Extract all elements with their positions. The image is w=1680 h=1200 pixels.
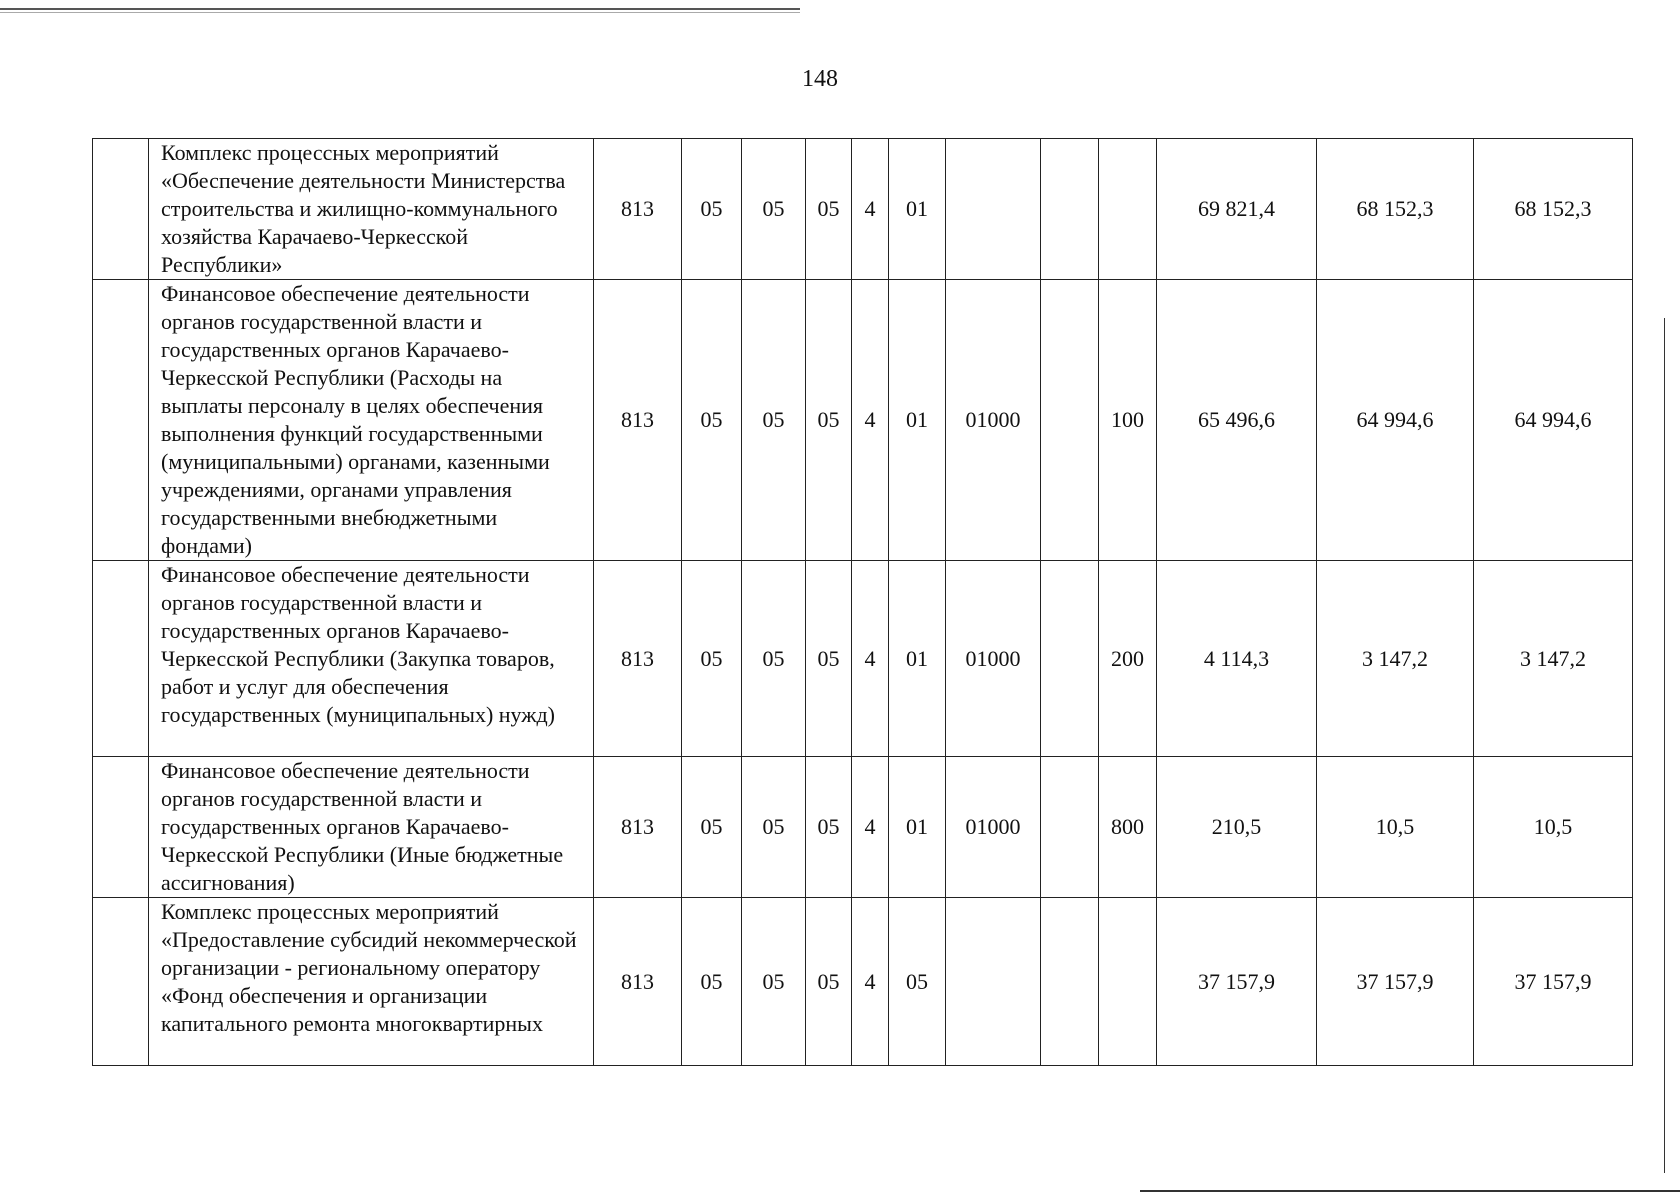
row-name-cell: Финансовое обеспечение деятельности органов государственной власти и государственных органов Карачаево-Черкесской Республики (Расходы на выплаты персоналу в целях обеспечения выполнения функций государственными (муниципальными) органами, казенными учреждениями, органами управления государственными внебюджетными фондами) <box>149 280 594 561</box>
expense-type-cell <box>1099 898 1157 1066</box>
scan-top-rule-secondary <box>0 12 800 13</box>
complex-code-cell: 01 <box>889 561 946 757</box>
page-number: 148 <box>802 66 838 92</box>
amount-year3-cell: 10,5 <box>1474 757 1633 898</box>
complex-code-cell: 01 <box>889 757 946 898</box>
amount-year1-cell: 210,5 <box>1157 757 1317 898</box>
ministry-code-cell: 813 <box>594 561 682 757</box>
direction-code-cell: 01000 <box>946 757 1041 898</box>
table-row <box>93 898 1633 1066</box>
row-number-cell <box>93 139 149 280</box>
row-name-cell: Комплекс процессных мероприятий «Обеспечение деятельности Министерства строительства и жилищно-коммунального хозяйства Карачаево-Черкесской Республики» <box>149 139 594 280</box>
scan-bottom-edge <box>1140 1190 1680 1192</box>
amount-year1-cell: 37 157,9 <box>1157 898 1317 1066</box>
complex-code-cell: 01 <box>889 139 946 280</box>
row-number-cell <box>93 280 149 561</box>
section-code-cell: 05 <box>682 561 742 757</box>
direction-code-cell: 01000 <box>946 561 1041 757</box>
amount-year3-cell: 64 994,6 <box>1474 280 1633 561</box>
ministry-code-cell: 813 <box>594 280 682 561</box>
section-code-cell: 05 <box>682 280 742 561</box>
extra-code-cell <box>1041 280 1099 561</box>
amount-year2-cell: 3 147,2 <box>1317 561 1474 757</box>
row-number-cell <box>93 561 149 757</box>
row-name-cell: Финансовое обеспечение деятельности органов государственной власти и государственных органов Карачаево-Черкесской Республики (Закупка товаров, работ и услуг для обеспечения государственных (муниципальных) нужд) <box>149 561 594 757</box>
amount-year3-cell: 3 147,2 <box>1474 561 1633 757</box>
program-code-cell: 05 <box>806 139 852 280</box>
row-number-cell <box>93 898 149 1066</box>
budget-table <box>92 138 1633 1066</box>
ministry-code-cell: 813 <box>594 757 682 898</box>
table-row <box>93 757 1633 898</box>
amount-year2-cell: 10,5 <box>1317 757 1474 898</box>
subprogram-type-cell: 4 <box>852 757 889 898</box>
subprogram-type-cell: 4 <box>852 280 889 561</box>
complex-code-cell: 05 <box>889 898 946 1066</box>
table-row <box>93 280 1633 561</box>
extra-code-cell <box>1041 898 1099 1066</box>
program-code-cell: 05 <box>806 561 852 757</box>
subprogram-type-cell: 4 <box>852 561 889 757</box>
row-number-cell <box>93 757 149 898</box>
amount-year3-cell: 68 152,3 <box>1474 139 1633 280</box>
section-code-cell: 05 <box>682 139 742 280</box>
expense-type-cell: 100 <box>1099 280 1157 561</box>
expense-type-cell <box>1099 139 1157 280</box>
table-row <box>93 561 1633 757</box>
scan-right-edge <box>1664 318 1665 1173</box>
direction-code-cell: 01000 <box>946 280 1041 561</box>
table-row <box>93 139 1633 280</box>
amount-year1-cell: 4 114,3 <box>1157 561 1317 757</box>
subsection-code-cell: 05 <box>742 280 806 561</box>
scan-top-rule <box>0 8 800 10</box>
expense-type-cell: 800 <box>1099 757 1157 898</box>
section-code-cell: 05 <box>682 898 742 1066</box>
subsection-code-cell: 05 <box>742 898 806 1066</box>
subprogram-type-cell: 4 <box>852 139 889 280</box>
subsection-code-cell: 05 <box>742 139 806 280</box>
ministry-code-cell: 813 <box>594 139 682 280</box>
direction-code-cell <box>946 898 1041 1066</box>
extra-code-cell <box>1041 757 1099 898</box>
amount-year2-cell: 68 152,3 <box>1317 139 1474 280</box>
amount-year1-cell: 65 496,6 <box>1157 280 1317 561</box>
subprogram-type-cell: 4 <box>852 898 889 1066</box>
program-code-cell: 05 <box>806 898 852 1066</box>
extra-code-cell <box>1041 139 1099 280</box>
program-code-cell: 05 <box>806 757 852 898</box>
subsection-code-cell: 05 <box>742 561 806 757</box>
row-name-cell: Комплекс процессных мероприятий «Предоставление субсидий некоммерческой организации - региональному оператору «Фонд обеспечения и организации капитального ремонта многоквартирных <box>149 898 594 1066</box>
amount-year3-cell: 37 157,9 <box>1474 898 1633 1066</box>
amount-year2-cell: 64 994,6 <box>1317 280 1474 561</box>
program-code-cell: 05 <box>806 280 852 561</box>
complex-code-cell: 01 <box>889 280 946 561</box>
amount-year2-cell: 37 157,9 <box>1317 898 1474 1066</box>
ministry-code-cell: 813 <box>594 898 682 1066</box>
section-code-cell: 05 <box>682 757 742 898</box>
expense-type-cell: 200 <box>1099 561 1157 757</box>
subsection-code-cell: 05 <box>742 757 806 898</box>
extra-code-cell <box>1041 561 1099 757</box>
row-name-cell: Финансовое обеспечение деятельности органов государственной власти и государственных органов Карачаево-Черкесской Республики (Иные бюджетные ассигнования) <box>149 757 594 898</box>
direction-code-cell <box>946 139 1041 280</box>
amount-year1-cell: 69 821,4 <box>1157 139 1317 280</box>
